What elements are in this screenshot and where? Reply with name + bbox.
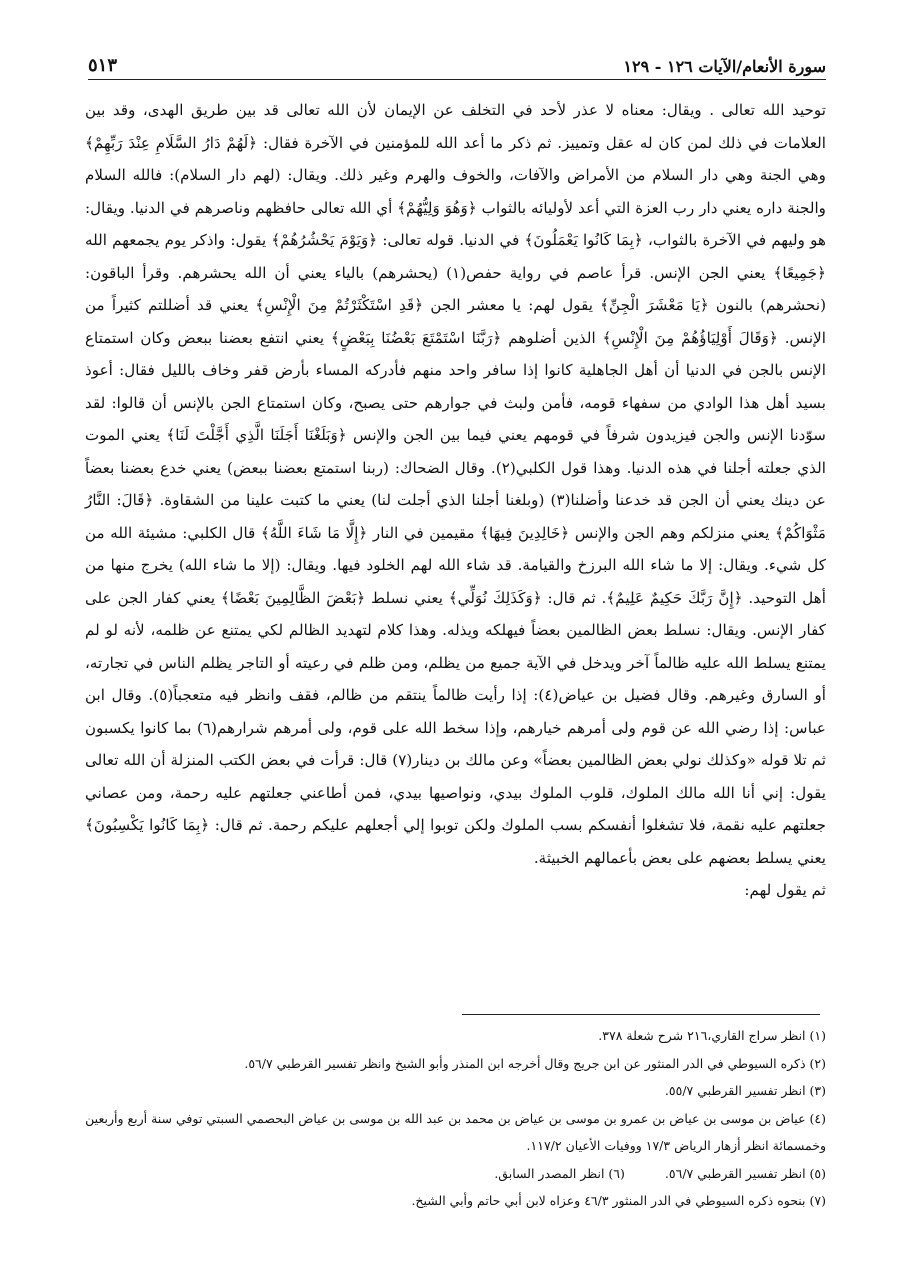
footnote-1: (١) انظر سراج القاري،٢١٦ شرح شعلة ٣٧٨. — [598, 1028, 826, 1043]
footnote-4: (٤) عياض بن موسى بن عياض بن عمرو بن موسى بن عياض بن محمد بن عبد الله بن موسى بن عياض البحصمي السبتي توفي سنة أربع وأربعين وخمسمائة انظر أزهار الرياض ١٧/٣ ووفيات الأعيان ١١٧/٢. — [85, 1110, 826, 1153]
footnote-2: (٢) ذكره السيوطي في الدر المنثور عن ابن جريج وقال أخرجه ابن المنذر وأبو الشيخ وانظر تفسير القرطبي ٥٦/٧. — [244, 1055, 826, 1071]
footnote-7: (٧) بنحوه ذكره السيوطي في الدر المنثور ٤٦/٣ وعزاه لابن أبي حاتم وأبي الشيخ. — [411, 1193, 826, 1208]
footnotes — [85, 1022, 826, 1252]
page-header — [88, 40, 826, 80]
footnote-5: (٥) انظر تفسير القرطبي ٥٦/٧. — [664, 1165, 826, 1181]
page-number: ٥١٣ — [88, 55, 118, 76]
paragraph: توحيد الله تعالى . ويقال: معناه لا عذر لأحد في التخلف عن الإيمان لأن الله تعالى قد بين طريق الهدى، وقد بين العلامات في ذلك لمن كان له عقل وتمييز. ثم ذكر ما أعد الله للمؤمنين في الآخرة فقال: ﴿لَهُمْ دَارُ السَّلَامِ عِنْدَ رَبِّهِمْ﴾ وهي الجنة وهي دار السلام من الأمراض والآفات، والخوف والهرم وغير ذلك. ويقال: (لهم دار السلام): فالله السلام والجنة داره يعني دار رب العزة التي أعد لأوليائه بالثواب ﴿وَهُوَ وَلِيُّهُمْ﴾ أي الله تعالى حافظهم وناصرهم في الدنيا. ويقال: هو وليهم في الآخرة بالثواب، ﴿بِمَا كَانُوا يَعْمَلُونَ﴾ في الدنيا. قوله تعالى: ﴿وَيَوْمَ يَحْشُرُهُمْ﴾ يقول: واذكر يوم يجمعهم الله ﴿جَمِيعًا﴾ يعني الجن الإنس. قرأ عاصم في رواية حفص(١) (يحشرهم) بالياء يعني أن الله يحشرهم. وقرأ الباقون: (نحشرهم) بالنون ﴿يَا مَعْشَرَ الْجِنِّ﴾ يقول لهم: يا معشر الجن ﴿قَدِ اسْتَكْثَرْتُمْ مِنَ الْإِنْسِ﴾ يعني قد أضللتم كثيراً من الإنس. ﴿وَقَالَ أَوْلِيَاؤُهُمْ مِنَ الْإِنْسِ﴾ الذين أضلوهم ﴿رَبَّنَا اسْتَمْتَعَ بَعْضُنَا بِبَعْضٍ﴾ يعني انتفع بعضنا ببعض وكان استمتاع الإنس بالجن في الدنيا أن أهل الجاهلية كانوا إذا سافر واحد منهم فأدركه المساء بأرض قفر وخاف بالليل فقال: أعوذ بسيد أهل هذا الوادي من سفهاء قومه، فأمن ولبث في جوارهم حتى يصبح، وكان استمتاع الجن بالإنس أن قالوا: لقد سوّدنا الإنس والجن فيزيدون شرفاً في قومهم يعني فيما بين الجن والإنس ﴿وَبَلَغْنَا أَجَلَنَا الَّذِي أَجَّلْتَ لَنَا﴾ يعني الموت الذي جعلته أجلنا في هذه الدنيا. وهذا قول الكلبي(٢). وقال الضحاك: (ربنا استمتع بعضنا ببعض) يعني خدع بعضنا بعضاً عن دينك يعني أن الجن قد خدعنا وأضلنا(٣) (وبلغنا أجلنا الذي أجلت لنا) يعني ما كتبت علينا من الشقاوة. ﴿قَالَ: النَّارُ مَثْوَاكُمْ﴾ يعني منزلكم وهم الجن والإنس ﴿خَالِدِينَ فِيهَا﴾ مقيمين في النار ﴿إِلَّا مَا شَاءَ اللَّهُ﴾ قال الكلبي: مشيئة الله من كل شيء. ويقال: إلا ما شاء الله البرزخ والقيامة. قد شاء الله لهم الخلود فيها. ويقال: (إلا ما شاء الله) يخرج منها من أهل التوحيد. ﴿إِنَّ رَبَّكَ حَكِيمٌ عَلِيمٌ﴾. ثم قال: ﴿وَكَذَلِكَ نُوَلِّي﴾ يعني نسلط ﴿بَعْضَ الظَّالِمِينَ بَعْضًا﴾ يعني كفار الجن على كفار الإنس. ويقال: نسلط بعض الظالمين بعضاً فيهلكه ويذله. وهذا كلام لتهديد الظالم لكي يمتنع عن ظلمه، لأنه لو لم يمتنع يسلط الله عليه ظالماً آخر ويدخل في الآية جميع من يظلم، ومن ظلم في رعيته أو التاجر يظلم الناس في تجارته، أو السارق وغيرهم. وقال فضيل بن عياض(٤): إذا رأيت ظالماً ينتقم من ظالم، فقف وانظر فيه متعجباً(٥). وقال ابن عباس: إذا رضي الله عن قوم ولى أمرهم خيارهم، وإذا سخط الله على قوم، ولى أمرهم شرارهم(٦) بما كانوا يكسبون ثم تلا قوله «وكذلك نولي بعض الظالمين بعضاً» وعن مالك بن دينار(٧) قال: قرأت في بعض الكتب المنزلة أن الله تعالى يقول: إني أنا الله مالك الملوك، قلوب الملوك بيدي، ونواصيها بيدي، فمن أطاعني جعلتهم عليه رحمة، ومن عصاني جعلتهم عليه نقمة، فلا تشغلوا أنفسكم بسب الملوك ولكن توبوا إلي أجعلهم عليكم رحمة. ثم قال: ﴿بِمَا كَانُوا يَكْسِبُونَ﴾ يعني يسلط بعضهم على بعض بأعمالهم الخبيثة. — [85, 101, 826, 867]
main-text — [85, 94, 826, 899]
footnote-divider — [462, 1014, 820, 1015]
running-head: سورة الأنعام/الآيات ١٢٦ - ١٢٩ — [623, 57, 826, 76]
footnote-6: (٦) انظر المصدر السابق. — [494, 1165, 625, 1181]
footnote-row — [85, 1160, 826, 1188]
paragraph: ثم يقول لهم: — [744, 881, 826, 899]
footnote-3: (٣) انظر تفسير القرطبي ٥٥/٧. — [664, 1083, 826, 1098]
